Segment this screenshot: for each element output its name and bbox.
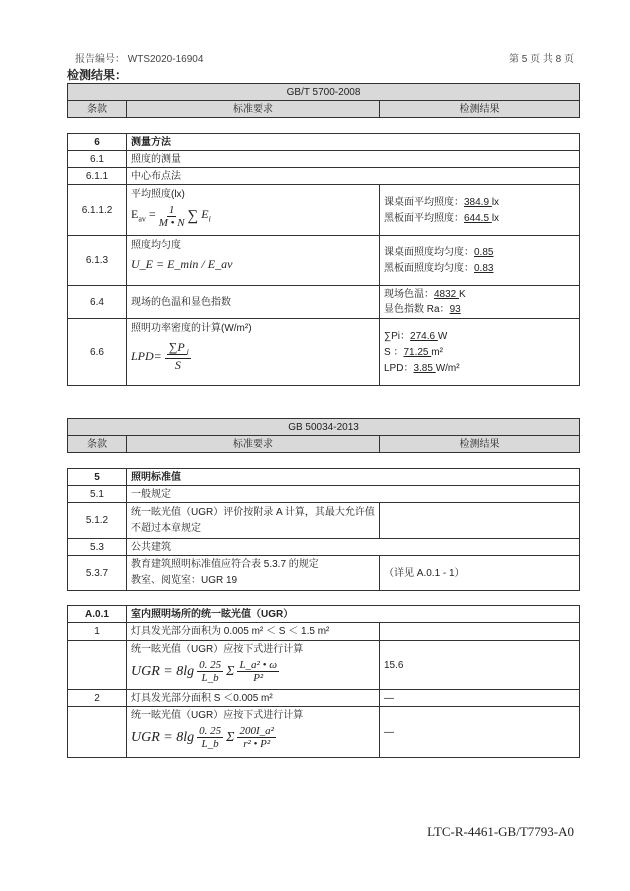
requirement: 公共建筑 [127, 539, 580, 556]
clause: 5.1.2 [68, 503, 127, 539]
requirement-ugr: 教室、阅览室：UGR 19 [131, 575, 238, 586]
table-row [68, 286, 580, 319]
requirement: 统一眩光值（UGR）应按下式进行计算 [131, 710, 304, 721]
table-row [68, 690, 580, 707]
result: （详见 A.0.1 - 1） [380, 556, 580, 591]
table-row [68, 606, 580, 623]
requirement: 照度均匀度 [131, 240, 181, 251]
ugr-table [67, 605, 580, 758]
requirement: 照度的测量 [127, 151, 580, 168]
table-row [68, 151, 580, 168]
table-row [68, 185, 580, 236]
measurement-table [67, 133, 580, 386]
clause: 5.1 [68, 486, 127, 503]
report-number-value: WTS2020-16904 [127, 54, 204, 65]
table-row [68, 641, 580, 690]
color-rendering-index: 显色指数 Ra：93 [384, 304, 461, 315]
col-result: 检测结果 [380, 436, 580, 453]
lighting-standard-table [67, 468, 580, 591]
result: 15.6 [380, 641, 580, 690]
col-clause: 条款 [68, 101, 127, 118]
requirement: 测量方法 [127, 134, 580, 151]
ugr-formula: UGR = 8lg $\frac{0. 25}{L\_b}$ Σ $\frac{\text{200I\_a²}}{\text{r² • P²}}$ [131, 725, 274, 750]
clause: A.0.1 [68, 606, 127, 623]
col-requirement: 标准要求 [127, 436, 380, 453]
table-row [68, 319, 580, 386]
requirement: 中心布点法 [127, 168, 580, 185]
requirement: 现场的色温和显色指数 [127, 286, 380, 319]
color-temperature: 现场色温：4832 K [384, 289, 466, 300]
lpd-value: LPD：3.85 W/m² [384, 362, 460, 374]
standard-header-gb50034 [67, 418, 580, 453]
board-avg-illuminance: 黑板面平均照度：644.5 lx [384, 212, 500, 224]
clause: 6.1 [68, 151, 127, 168]
ugr-formula: UGR = 8lg $\frac{0. 25}{L\_b}$ Σ $\frac{\text{L\_a² • ω}}{\text{P²}}$ [131, 659, 277, 684]
requirement: 室内照明场所的统一眩光值（UGR） [127, 606, 580, 623]
requirement: 照明标准值 [127, 469, 580, 486]
requirement: 灯具发光部分面积为 0.005 m² ＜ S ＜ 1.5 m² [127, 623, 380, 641]
document-code-footer: LTC-R-4461-GB/T7793-A0 [427, 824, 574, 839]
requirement: 照明功率密度的计算(W/m²) [131, 323, 252, 334]
table-row [68, 503, 580, 539]
col-clause: 条款 [68, 436, 127, 453]
desk-avg-illuminance: 课桌面平均照度：384.9 lx [384, 196, 500, 208]
area: S ：71.25 m² [384, 346, 443, 358]
table-row [68, 134, 580, 151]
board-uniformity: 黑板面照度均匀度：0.83 [384, 263, 494, 274]
result: — [380, 707, 580, 758]
table-row [68, 236, 580, 286]
table-row [68, 539, 580, 556]
requirement: 灯具发光部分面积 S ＜0.005 m² [127, 690, 380, 707]
section-title: 检测结果： [67, 68, 128, 82]
report-number-label: 报告编号： [75, 54, 125, 65]
standard-title: GB 50034-2013 [68, 419, 580, 436]
average-illuminance-formula: $E_{av}$ = $\frac{1}{M • N}$ ∑ $E_i$ [131, 204, 211, 229]
clause: 6.1.1 [68, 168, 127, 185]
col-result: 检测结果 [380, 101, 580, 118]
clause: 6.6 [68, 319, 127, 386]
requirement: 统一眩光值（UGR）评价按附录 A 计算，其最大允许值不超过本章规定 [127, 503, 380, 539]
clause: 6.4 [68, 286, 127, 319]
result: — [380, 690, 580, 707]
table-row [68, 486, 580, 503]
lpd-formula: LPD= $\frac{\sum P _i}{S}$ [131, 340, 189, 373]
clause: 6.1.3 [68, 236, 127, 286]
table-row [68, 168, 580, 185]
requirement: 教育建筑照明标准值应符合表 5.3.7 的规定 [131, 559, 319, 570]
clause: 5.3.7 [68, 556, 127, 591]
report-number [75, 50, 203, 65]
clause: 6 [68, 134, 127, 151]
requirement: 统一眩光值（UGR）应按下式进行计算 [131, 644, 304, 655]
standard-header-gbt5700 [67, 83, 580, 118]
standard-title: GB/T 5700-2008 [68, 84, 580, 101]
desk-uniformity: 课桌面照度均匀度：0.85 [384, 247, 494, 258]
clause: 5.3 [68, 539, 127, 556]
col-requirement: 标准要求 [127, 101, 380, 118]
total-power: ∑Pi：274.6 W [384, 330, 448, 342]
requirement: 一般规定 [127, 486, 580, 503]
uniformity-formula: U_E = E_min / E_av [131, 257, 233, 271]
clause: 6.1.1.2 [68, 185, 127, 236]
table-row [68, 707, 580, 758]
table-row [68, 469, 580, 486]
page-indicator: 第 5 页 共 8 页 [508, 54, 574, 65]
clause: 2 [68, 690, 127, 707]
table-row [68, 623, 580, 641]
requirement: 平均照度(lx) [131, 189, 185, 200]
clause: 1 [68, 623, 127, 641]
clause: 5 [68, 469, 127, 486]
table-row [68, 556, 580, 591]
